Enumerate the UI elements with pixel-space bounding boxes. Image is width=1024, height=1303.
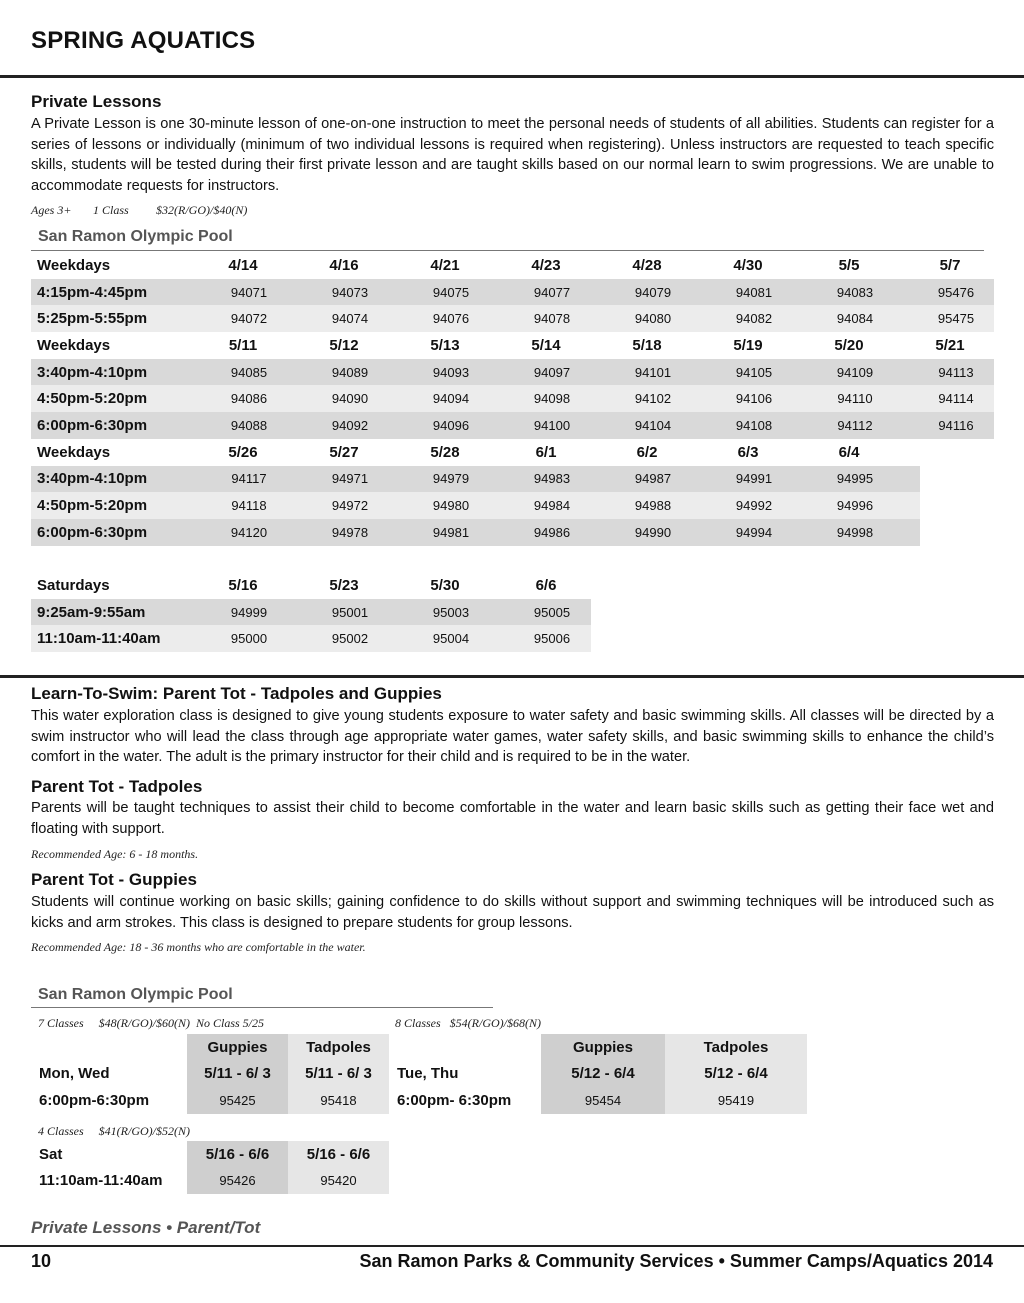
sat-guppies-dates: 5/16 - 6/6 <box>187 1141 288 1168</box>
course-code-text: 94112 <box>837 417 873 433</box>
course-code <box>718 519 819 546</box>
date-header-text: 4/16 <box>329 256 359 274</box>
day-group-label: Weekdays <box>31 439 213 466</box>
day-group-label: Weekdays <box>31 332 213 359</box>
course-code-text: 94118 <box>231 498 267 514</box>
course-code-text: 94986 <box>533 524 571 540</box>
course-code-text: 94983 <box>533 471 571 487</box>
date-header <box>920 252 994 279</box>
date-header-text: 5/23 <box>329 576 359 594</box>
mw-tadpoles-header: Tadpoles <box>288 1034 389 1061</box>
course-code-text: 94988 <box>634 498 672 514</box>
date-header <box>718 252 819 279</box>
course-code-text: 94100 <box>533 417 571 433</box>
course-code-text: 94090 <box>331 391 369 407</box>
mw-guppies-code: 95425 <box>187 1087 288 1114</box>
course-code-text: 94971 <box>331 471 369 487</box>
time-slot: 4:50pm-5:20pm <box>31 385 213 412</box>
mw-guppies-dates: 5/11 - 6/ 3 <box>187 1061 288 1088</box>
date-header-text: 6/1 <box>535 443 557 461</box>
course-code <box>617 519 718 546</box>
course-code <box>213 466 314 493</box>
course-code <box>617 305 718 332</box>
date-header <box>314 252 415 279</box>
course-code <box>314 519 415 546</box>
time-slot: 6:00pm-6:30pm <box>31 412 213 439</box>
date-header <box>213 332 314 359</box>
tadpoles-age: Recommended Age: 6 - 18 months. <box>31 847 199 861</box>
date-header-text: 5/14 <box>531 336 561 354</box>
course-code-text: 94074 <box>331 311 369 327</box>
date-header-text: 4/28 <box>632 256 662 274</box>
date-header-text: 5/28 <box>430 443 460 461</box>
table-row <box>31 279 994 306</box>
course-code-text: 94999 <box>230 604 268 620</box>
date-header <box>314 439 415 466</box>
table-row <box>31 359 994 386</box>
date-header <box>415 252 516 279</box>
course-code <box>920 279 994 306</box>
course-code-text: 94104 <box>634 417 672 433</box>
course-code-text: 94093 <box>432 364 470 380</box>
course-code-text: 94978 <box>331 524 369 540</box>
sat-time: 11:10am-11:40am <box>39 1172 163 1190</box>
course-code <box>516 279 617 306</box>
course-code <box>415 492 516 519</box>
course-code <box>415 519 516 546</box>
sat-tadpoles-code: 95420 <box>288 1168 389 1195</box>
course-code <box>415 599 516 626</box>
table-row <box>31 519 994 546</box>
date-header <box>415 572 516 599</box>
table-row <box>31 625 591 652</box>
lts-pool-rule <box>31 1007 493 1008</box>
course-code <box>819 492 920 519</box>
course-code <box>516 625 591 652</box>
course-code-text: 94113 <box>938 364 974 380</box>
date-header-text: 5/13 <box>430 336 460 354</box>
course-code <box>213 519 314 546</box>
date-header <box>213 439 314 466</box>
date-header-text: 4/14 <box>228 256 258 274</box>
course-code-text: 94072 <box>230 311 268 327</box>
course-code-text: 94088 <box>230 417 268 433</box>
time-slot: 3:40pm-4:10pm <box>31 466 213 493</box>
course-code-text: 94082 <box>735 311 773 327</box>
tt-guppies-header: Guppies <box>541 1034 665 1061</box>
course-code-text: 94075 <box>432 284 470 300</box>
time-slot: 9:25am-9:55am <box>31 599 213 626</box>
sat-meta: 4 Classes $41(R/GO)/$52(N) <box>38 1124 190 1138</box>
tt-guppies-code: 95454 <box>541 1087 665 1114</box>
course-code-text: 94086 <box>230 391 268 407</box>
course-code-text: 95001 <box>331 604 369 620</box>
course-code <box>920 305 994 332</box>
course-code-text: 94094 <box>432 391 470 407</box>
course-code <box>718 279 819 306</box>
time-slot: 5:25pm-5:55pm <box>31 305 213 332</box>
day-group-label: Weekdays <box>31 252 213 279</box>
date-header-text: 6/2 <box>636 443 658 461</box>
mw-tadpoles-dates: 5/11 - 6/ 3 <box>288 1061 389 1088</box>
tt-guppies-dates: 5/12 - 6/4 <box>541 1061 665 1088</box>
course-code-text: 94078 <box>533 311 571 327</box>
course-code <box>314 279 415 306</box>
course-code <box>213 599 314 626</box>
course-code <box>516 412 617 439</box>
course-code-text: 94980 <box>432 498 470 514</box>
course-code-text: 95003 <box>432 604 470 620</box>
mw-meta: 7 Classes $48(R/GO)/$60(N) No Class 5/25 <box>38 1016 265 1030</box>
course-code-text: 95475 <box>937 311 975 327</box>
course-code-text: 94990 <box>634 524 672 540</box>
publication-title: San Ramon Parks & Community Services • Summer Camps/Aquatics 2014 <box>359 1251 993 1271</box>
course-code <box>819 279 920 306</box>
mw-day: Mon, Wed <box>39 1065 110 1083</box>
course-code <box>314 625 415 652</box>
course-code <box>415 305 516 332</box>
course-code-text: 94108 <box>735 417 773 433</box>
saturday-schedule-table <box>31 572 591 652</box>
date-header-text: 5/19 <box>733 336 763 354</box>
private-pool-rule <box>31 250 984 251</box>
date-header-text: 5/5 <box>838 256 860 274</box>
course-code <box>314 305 415 332</box>
date-header <box>516 252 617 279</box>
course-code-text: 95476 <box>937 284 975 300</box>
course-code <box>314 466 415 493</box>
course-code <box>213 385 314 412</box>
course-code-text: 94105 <box>735 364 773 380</box>
date-header <box>920 332 994 359</box>
course-code-text: 94096 <box>432 417 470 433</box>
date-header <box>718 332 819 359</box>
tt-tadpoles-code: 95419 <box>665 1087 807 1114</box>
course-code-text: 94083 <box>836 284 874 300</box>
date-header-text: 4/23 <box>531 256 561 274</box>
course-code-text: 94102 <box>634 391 672 407</box>
course-code <box>213 625 314 652</box>
table-row <box>31 412 994 439</box>
course-code-text: 94984 <box>533 498 571 514</box>
lts-description: This water exploration class is designed to give young students exposure to water safety and basic swimming skills. All classes will be directed by a swim instructor who will lead the class through age appropriate water games, water safety skills, and basic swimming skills to enhance the child’s comfort in the water. The adult is the primary instructor for their child and is required to be in the water. <box>31 708 994 766</box>
table-row <box>31 466 994 493</box>
private-age: Ages 3+ <box>31 203 72 217</box>
course-code <box>819 466 920 493</box>
course-code <box>718 359 819 386</box>
date-header <box>213 252 314 279</box>
time-slot: 4:50pm-5:20pm <box>31 492 213 519</box>
course-code <box>314 385 415 412</box>
date-header-text: 4/30 <box>733 256 763 274</box>
course-code-text: 94101 <box>634 364 672 380</box>
date-header <box>819 252 920 279</box>
course-code-text: 94076 <box>432 311 470 327</box>
course-code <box>819 385 920 412</box>
course-code <box>516 492 617 519</box>
course-code-text: 94981 <box>432 524 470 540</box>
sat-tadpoles-dates: 5/16 - 6/6 <box>288 1141 389 1168</box>
tt-time: 6:00pm- 6:30pm <box>397 1091 512 1109</box>
course-code-text: 94979 <box>432 471 470 487</box>
course-code <box>920 359 994 386</box>
course-code-text: 95000 <box>230 631 268 647</box>
date-header-text: 5/20 <box>834 336 864 354</box>
course-code <box>819 412 920 439</box>
course-code-text: 94084 <box>836 311 874 327</box>
course-code <box>415 466 516 493</box>
tt-day: Tue, Thu <box>397 1065 459 1083</box>
course-code <box>213 279 314 306</box>
course-code <box>314 599 415 626</box>
date-header <box>415 439 516 466</box>
date-header-text: 5/26 <box>228 443 258 461</box>
date-header-text: 5/18 <box>632 336 662 354</box>
page-title: SPRING AQUATICS <box>31 27 256 54</box>
course-code <box>718 466 819 493</box>
time-slot: 3:40pm-4:10pm <box>31 359 213 386</box>
date-header <box>718 439 819 466</box>
tt-tadpoles-header: Tadpoles <box>665 1034 807 1061</box>
date-header <box>516 572 591 599</box>
course-code <box>617 466 718 493</box>
private-schedule-table <box>31 252 994 546</box>
empty-cell <box>920 439 994 466</box>
course-code <box>516 466 617 493</box>
tt-meta: 8 Classes $54(R/GO)/$68(N) <box>395 1016 541 1030</box>
course-code-text: 94077 <box>533 284 571 300</box>
sat-guppies-code: 95426 <box>187 1168 288 1195</box>
course-code-text: 94106 <box>735 391 773 407</box>
mw-time: 6:00pm-6:30pm <box>39 1091 150 1109</box>
date-header <box>516 332 617 359</box>
empty-cell <box>920 519 994 546</box>
mw-guppies-header: Guppies <box>187 1034 288 1061</box>
course-code <box>920 385 994 412</box>
private-price: $32(R/GO)/$40(N) <box>156 203 248 217</box>
course-code <box>314 359 415 386</box>
guppies-age: Recommended Age: 18 - 36 months who are comfortable in the water. <box>31 940 366 954</box>
course-code-text: 94109 <box>836 364 874 380</box>
empty-cell <box>920 466 994 493</box>
course-code <box>415 359 516 386</box>
mw-tadpoles-code: 95418 <box>288 1087 389 1114</box>
course-code <box>516 519 617 546</box>
course-code-text: 94117 <box>231 471 267 487</box>
day-group-label: Saturdays <box>31 572 213 599</box>
course-code <box>213 305 314 332</box>
course-code-text: 94114 <box>938 391 974 407</box>
date-header-text: 5/21 <box>935 336 965 354</box>
course-code <box>819 359 920 386</box>
course-code-text: 94996 <box>836 498 874 514</box>
course-code-text: 95005 <box>533 604 571 620</box>
course-code-text: 94081 <box>735 284 773 300</box>
course-code <box>213 412 314 439</box>
course-code <box>617 492 718 519</box>
time-slot: 4:15pm-4:45pm <box>31 279 213 306</box>
course-code-text: 94080 <box>634 311 672 327</box>
tadpoles-description: Parents will be taught techniques to assist their child to become comfortable in the water and learn basic skills such as getting their face wet and floating with support. <box>31 800 994 837</box>
empty-cell <box>920 492 994 519</box>
tadpoles-title: Parent Tot - Tadpoles <box>31 777 203 796</box>
footer-subtitle: Private Lessons • Parent/Tot <box>31 1218 261 1237</box>
date-header <box>819 332 920 359</box>
course-code-text: 94085 <box>230 364 268 380</box>
course-code <box>516 385 617 412</box>
course-code <box>718 385 819 412</box>
table-row <box>31 599 591 626</box>
page-number: 10 <box>31 1251 52 1271</box>
course-code <box>213 492 314 519</box>
course-code <box>415 412 516 439</box>
course-code-text: 94073 <box>331 284 369 300</box>
course-code <box>516 305 617 332</box>
date-header-text: 5/16 <box>228 576 258 594</box>
date-header <box>213 572 314 599</box>
section-rule <box>0 675 1024 678</box>
table-row <box>31 492 994 519</box>
course-code <box>415 279 516 306</box>
time-slot: 11:10am-11:40am <box>31 625 213 652</box>
date-header-text: 6/4 <box>838 443 860 461</box>
course-code-text: 94098 <box>533 391 571 407</box>
private-class-count: 1 Class <box>93 203 129 217</box>
course-code-text: 94092 <box>331 417 369 433</box>
time-slot: 6:00pm-6:30pm <box>31 519 213 546</box>
course-code <box>718 412 819 439</box>
date-header-text: 5/27 <box>329 443 359 461</box>
date-header-text: 6/6 <box>535 576 557 594</box>
course-code <box>718 305 819 332</box>
course-code <box>415 385 516 412</box>
tt-tadpoles-dates: 5/12 - 6/4 <box>665 1061 807 1088</box>
date-header-text: 5/11 <box>228 336 258 354</box>
date-header <box>617 332 718 359</box>
course-code <box>617 412 718 439</box>
course-code-text: 95004 <box>432 631 470 647</box>
course-code <box>617 279 718 306</box>
course-code <box>314 412 415 439</box>
date-header <box>415 332 516 359</box>
mon-wed-table <box>31 1034 389 1114</box>
schedule-header-row <box>31 252 994 279</box>
course-code-text: 94991 <box>735 471 773 487</box>
sat-lts-table <box>31 1141 389 1194</box>
course-code <box>213 359 314 386</box>
course-code-text: 94071 <box>230 284 268 300</box>
date-header <box>516 439 617 466</box>
course-code <box>617 385 718 412</box>
date-header-text: 6/3 <box>737 443 759 461</box>
sat-day: Sat <box>39 1145 63 1163</box>
private-pool-name: San Ramon Olympic Pool <box>38 228 233 245</box>
course-code <box>314 492 415 519</box>
course-code-text: 94089 <box>331 364 369 380</box>
date-header <box>314 332 415 359</box>
table-row <box>31 385 994 412</box>
date-header-text: 4/21 <box>430 256 460 274</box>
date-header <box>617 252 718 279</box>
date-header-text: 5/30 <box>430 576 460 594</box>
course-code-text: 94972 <box>331 498 369 514</box>
course-code-text: 94116 <box>938 417 974 433</box>
lts-pool-name: San Ramon Olympic Pool <box>38 986 233 1003</box>
course-code <box>617 359 718 386</box>
course-code <box>819 519 920 546</box>
course-code <box>415 625 516 652</box>
private-lessons-description: A Private Lesson is one 30-minute lesson of one-on-one instruction to meet the personal needs of students of all abilities. Students can register for a series of lessons or individually (minimum of two individual lessons is required when registering). Unless instructors are requested to teach specific skills, students will be tested during their first private lesson and are taught skills based on our normal learn to swim progressions. We are unable to accommodate requests for instructors. <box>31 116 994 195</box>
date-header <box>314 572 415 599</box>
course-code <box>920 412 994 439</box>
private-lessons-title: Private Lessons <box>31 92 162 111</box>
table-row <box>31 305 994 332</box>
lts-title: Learn-To-Swim: Parent Tot - Tadpoles and Guppies <box>31 684 442 703</box>
schedule-header-row <box>31 332 994 359</box>
course-code-text: 94992 <box>735 498 773 514</box>
course-code <box>516 599 591 626</box>
footer-rule <box>0 1245 1024 1247</box>
tue-thu-table <box>389 1034 807 1114</box>
course-code <box>516 359 617 386</box>
guppies-description: Students will continue working on basic skills; gaining confidence to do skills without support and swimming techniques will be introduced such as kicks and arm strokes. This class is designed to prepare students for group lessons. <box>31 894 994 931</box>
course-code-text: 94994 <box>735 524 773 540</box>
course-code-text: 94987 <box>634 471 672 487</box>
course-code-text: 94995 <box>836 471 874 487</box>
course-code <box>819 305 920 332</box>
schedule-header-row <box>31 439 994 466</box>
course-code-text: 94110 <box>837 391 873 407</box>
date-header <box>617 439 718 466</box>
schedule-header-row <box>31 572 591 599</box>
course-code-text: 95006 <box>533 631 571 647</box>
course-code-text: 94120 <box>230 524 268 540</box>
header-rule <box>0 75 1024 78</box>
guppies-title: Parent Tot - Guppies <box>31 870 197 889</box>
date-header-text: 5/7 <box>939 256 961 274</box>
course-code-text: 95002 <box>331 631 369 647</box>
course-code-text: 94079 <box>634 284 672 300</box>
date-header <box>819 439 920 466</box>
course-code-text: 94998 <box>836 524 874 540</box>
course-code <box>718 492 819 519</box>
course-code-text: 94097 <box>533 364 571 380</box>
date-header-text: 5/12 <box>329 336 359 354</box>
